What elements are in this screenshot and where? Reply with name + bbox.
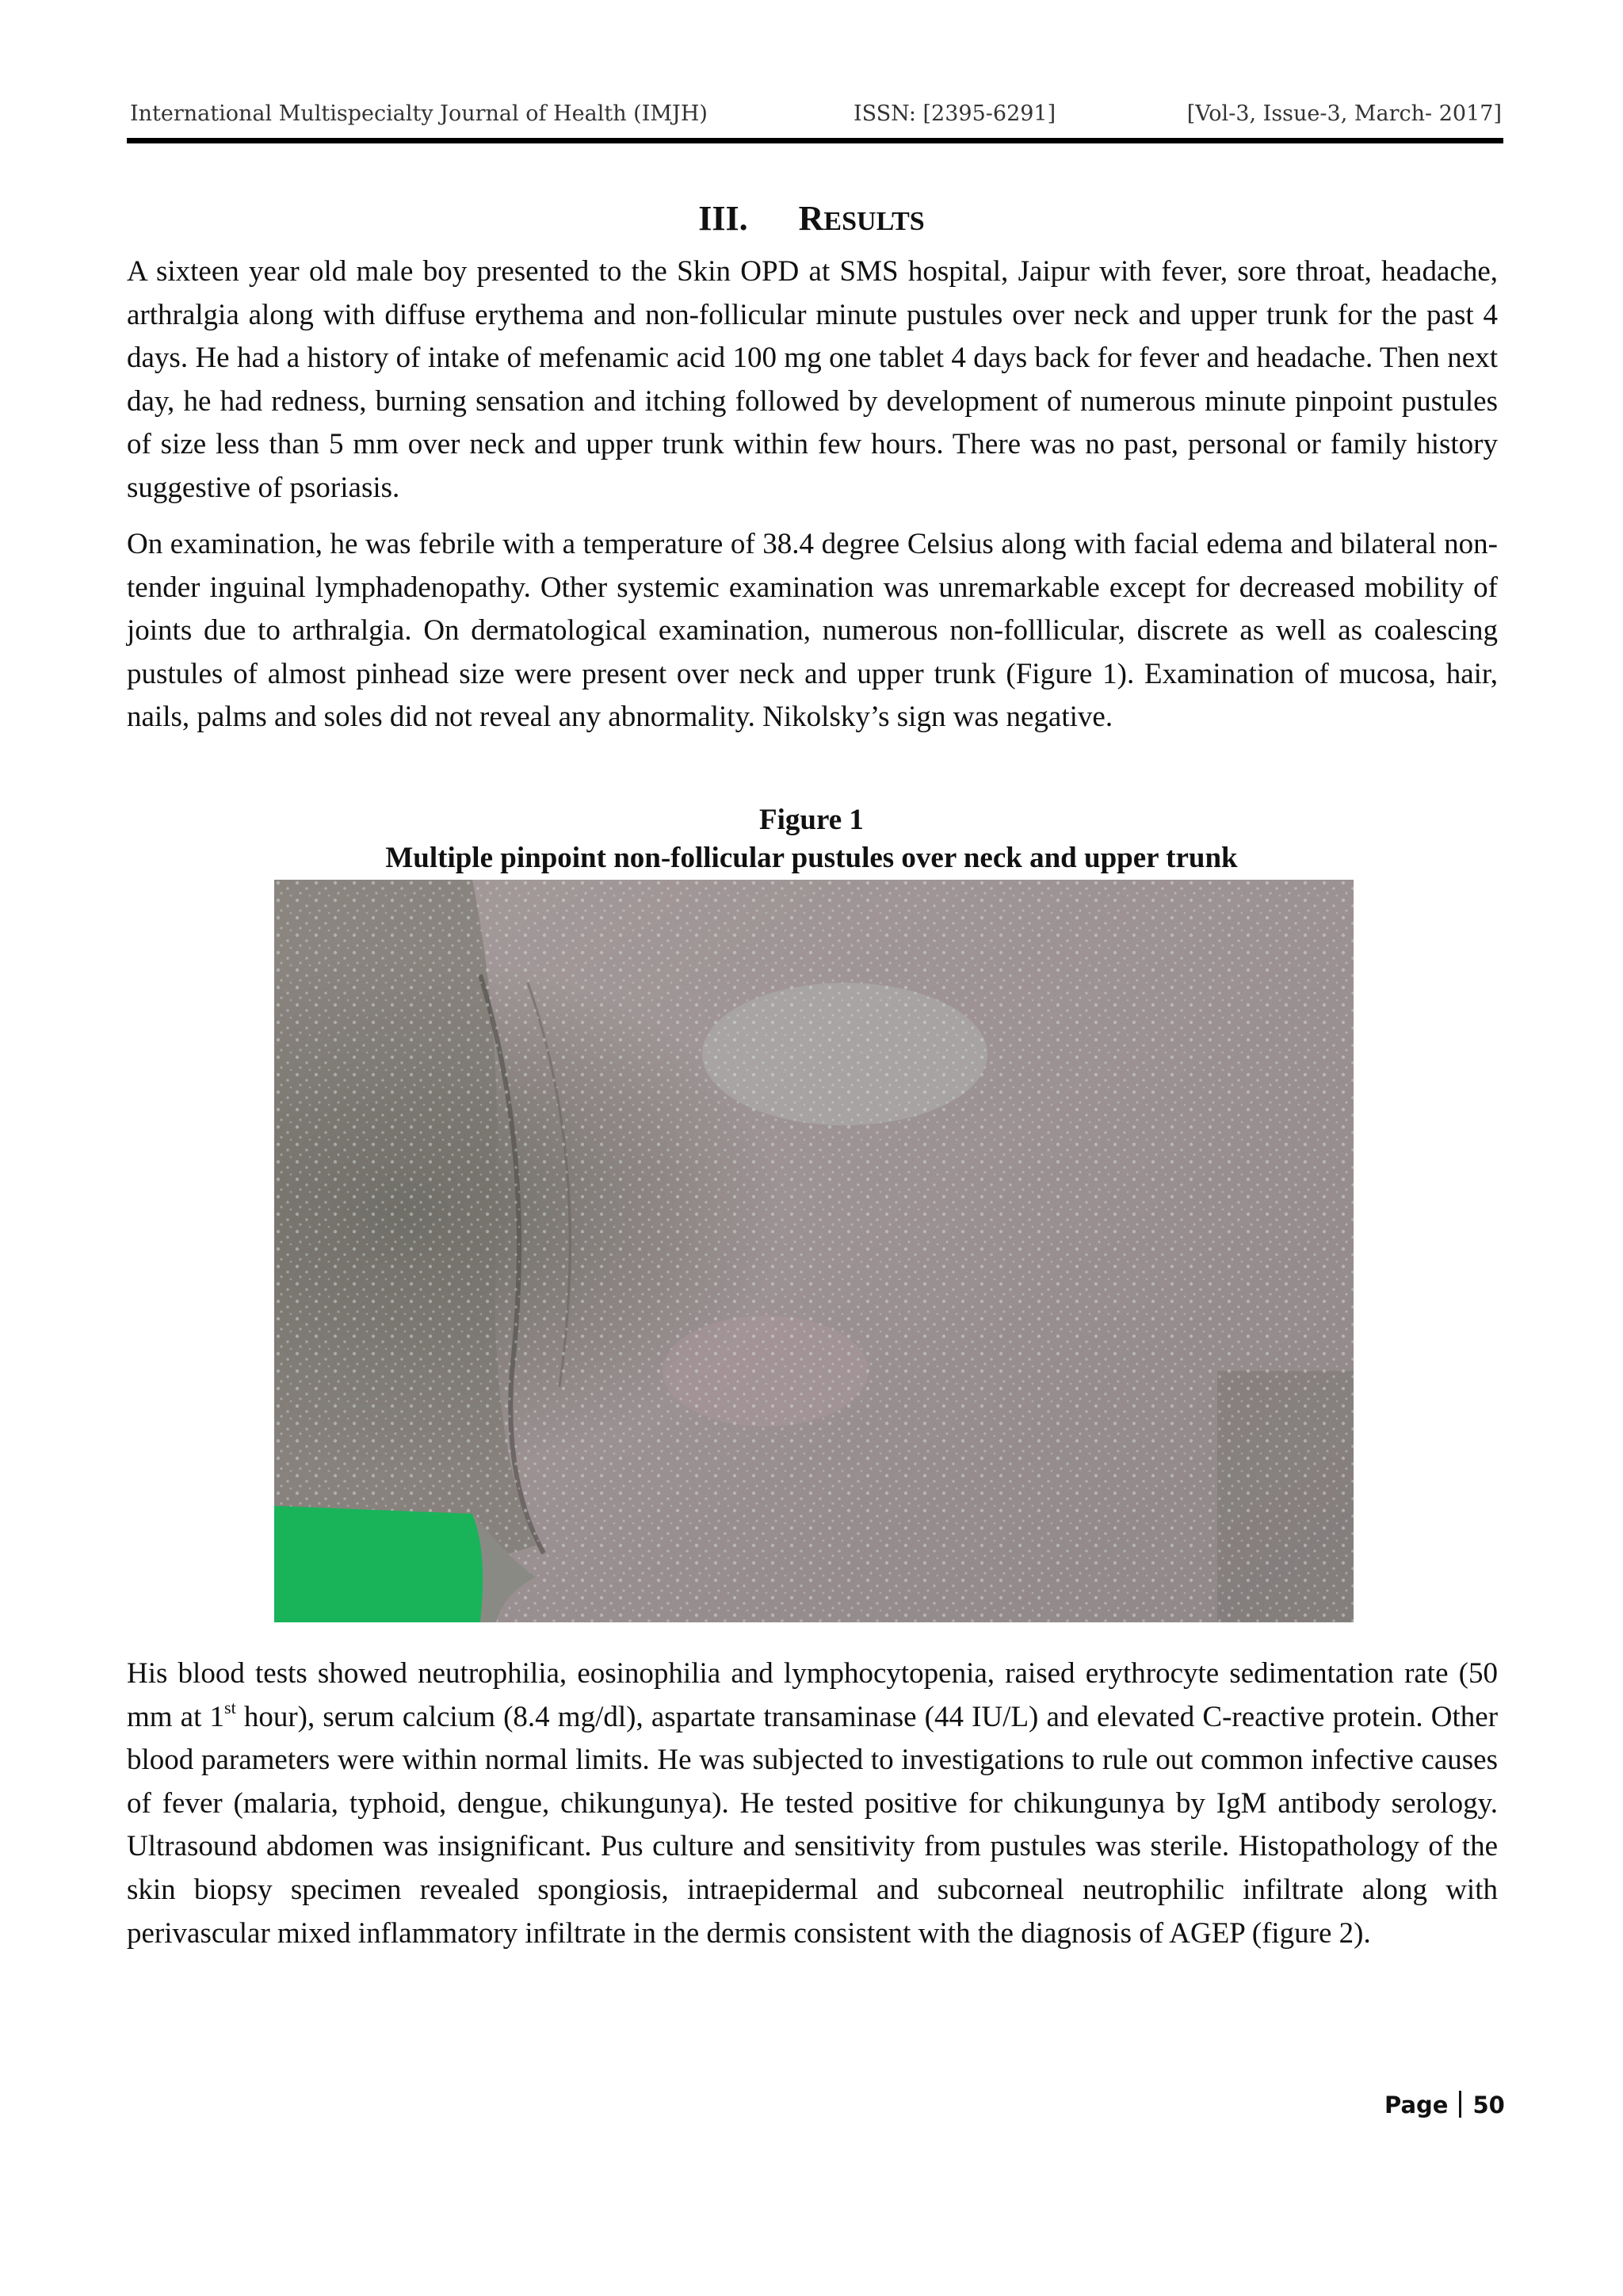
figure-caption: Multiple pinpoint non-follicular pustules over neck and upper trunk	[385, 842, 1238, 874]
header-rule	[127, 138, 1503, 143]
paragraph-investigations	[127, 1652, 1498, 1955]
section-title-rest: ESULTS	[823, 207, 925, 236]
ordinal-superscript: st	[224, 1697, 236, 1717]
section-number: III.	[698, 199, 748, 238]
page-footer	[1384, 2091, 1505, 2118]
paragraph-case-history: A sixteen year old male boy presented to the Skin OPD at SMS hospital, Jaipur with fever, sore throat, headache, arthralgia along with diffuse erythema and non-follicular minute pustules over neck and upper trunk for the past 4 days. He had a history of intake of mefenamic acid 100 mg one tablet 4 days back for fever and headache. Then next day, he had redness, burning sensation and itching followed by development of numerous minute pinpoint pustules of size less than 5 mm over neck and upper trunk within few hours. There was no past, personal or family history suggestive of psoriasis.	[127, 255, 1498, 504]
figure-number: Figure 1	[759, 804, 864, 836]
paragraph-examination: On examination, he was febrile with a temperature of 38.4 degree Celsius along with facial edema and bilateral non-tender inguinal lymphadenopathy. Other systemic examination was unremarkable except for decreased mobility of joints due to arthralgia. On dermatological examination, numerous non-folllicular, discrete as well as coalescing pustules of almost pinhead size were present over neck and upper trunk (Figure 1). Examination of mucosa, hair, nails, palms and soles did not reveal any abnormality. Nikolsky’s sign was negative.	[127, 528, 1498, 734]
volume-issue: [Vol-3, Issue-3, March- 2017]	[1186, 101, 1502, 126]
page-label: Page	[1384, 2092, 1449, 2118]
clinical-photo	[274, 880, 1354, 1622]
section-heading	[0, 198, 1623, 239]
section-title-initial: R	[798, 199, 824, 238]
page-number: 50	[1472, 2092, 1505, 2118]
issn: ISSN: [2395-6291]	[854, 101, 1056, 126]
investigations-text-part2: hour), serum calcium (8.4 mg/dl), aspartate transaminase (44 IU/L) and elevated C-reactive protein. Other blood parameters were within normal limits. He was subjected to investigations to rule out common infective causes of fever (malaria, typhoid, dengue, chikungunya). He tested positive for chikungunya by IgM antibody serology. Ultrasound abdomen was insignificant. Pus culture and sensitivity from pustules was sterile. Histopathology of the skin biopsy specimen revealed spongiosis, intraepidermal and subcorneal neutrophilic infiltrate along with perivascular mixed inflammatory infiltrate in the dermis consistent with the diagnosis of AGEP (figure 2).	[127, 1700, 1499, 1950]
running-header	[127, 98, 1502, 130]
journal-name: International Multispecialty Journal of Health (IMJH)	[130, 101, 708, 126]
investigations-text-part1: His blood tests showed neutrophilia, eosinophilia and lymphocytopenia, raised erythrocyte sedimentation rate (50 mm at 1	[127, 1657, 1498, 1733]
footer-divider	[1459, 2091, 1461, 2118]
